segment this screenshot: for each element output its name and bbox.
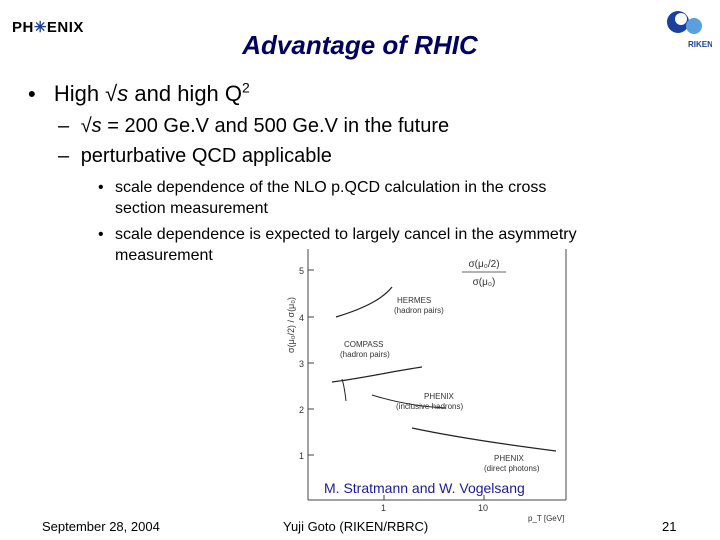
y-axis-label: σ(μ₀/2) / σ(μ₀)	[286, 297, 296, 353]
footer-date: September 28, 2004	[42, 519, 160, 534]
subsub-bullet-2-line1: scale dependence is expected to largely cancel in the asymmetry	[115, 226, 577, 243]
s-symbol: s	[91, 115, 102, 137]
bullet-1-prefix: High √	[53, 81, 118, 107]
hermes-label: HERMES	[397, 296, 432, 305]
compass-curve-low	[342, 379, 346, 401]
ratio-label-den: σ(μ₀)	[472, 277, 496, 288]
sub-bullet-1	[58, 115, 449, 138]
phenix-inclusive-sub-label: (inclusive hadrons)	[396, 402, 464, 411]
x-tick-label: 1	[381, 503, 387, 513]
scale-dependence-figure	[284, 245, 584, 525]
phenix-inclusive-label: PHENIX	[424, 392, 454, 401]
phenix-direct-label: PHENIX	[494, 454, 524, 463]
figure-credit: M. Stratmann and W. Vogelsang	[324, 480, 525, 496]
sub-bullet-1-rest: = 200 Ge.V and 500 Ge.V in the future	[101, 115, 450, 137]
x-axis-label: p_T [GeV]	[528, 514, 565, 523]
subsub-bullet-1	[98, 177, 708, 219]
sub-bullet-2-text: perturbative QCD applicable	[80, 145, 332, 167]
bullet-1-mid: and high Q	[128, 81, 243, 107]
page-number: 21	[662, 519, 677, 534]
sub-bullet-2	[58, 145, 332, 168]
bullet-1-text	[54, 81, 250, 106]
phenix-direct-sub-label: (direct photons)	[484, 464, 540, 473]
subsub-bullet-1-line1: scale dependence of the NLO p.QCD calculation in the cross	[115, 179, 547, 196]
subsub-bullet-1-line2: section measurement	[115, 200, 268, 217]
bullet-1-sup: 2	[242, 80, 250, 96]
hermes-sub-label: (hadron pairs)	[394, 306, 444, 315]
y-tick-label: 3	[299, 359, 305, 369]
dash: –	[58, 145, 70, 167]
compass-curve	[332, 367, 422, 382]
bullet-1-s: s	[117, 81, 129, 107]
riken-logo-text: RIKEN	[688, 40, 712, 49]
x-tick-label: 10	[478, 503, 489, 513]
subsub-bullet-2-line2: measurement	[115, 247, 213, 264]
subsub-bullet-1-text	[115, 177, 708, 219]
bullet-dot: •	[98, 226, 104, 243]
ratio-label-num: σ(μ₀/2)	[468, 259, 500, 270]
y-tick-label: 2	[299, 405, 305, 415]
bullet-1	[28, 80, 250, 107]
dash: –	[58, 115, 70, 137]
logo-text-part: PH	[12, 19, 34, 36]
compass-label: COMPASS	[344, 340, 384, 349]
footer-author: Yuji Goto (RIKEN/RBRC)	[283, 519, 429, 534]
logo-text-part: ENIX	[46, 19, 84, 36]
phenix-direct-curve	[412, 428, 556, 451]
hermes-curve	[336, 287, 392, 317]
bullet-dot: •	[98, 179, 104, 196]
sqrt-symbol: √	[80, 115, 92, 137]
y-tick-label: 5	[299, 266, 305, 276]
y-tick-label: 1	[299, 451, 305, 461]
y-ticks	[299, 266, 314, 461]
compass-sub-label: (hadron pairs)	[340, 350, 390, 359]
sub-bullet-1-text	[81, 115, 449, 137]
phenix-star-icon: ✳	[33, 19, 47, 36]
bullet-dot: •	[28, 81, 36, 107]
y-tick-label: 4	[299, 313, 305, 323]
slide-title: Advantage of RHIC	[242, 30, 478, 60]
